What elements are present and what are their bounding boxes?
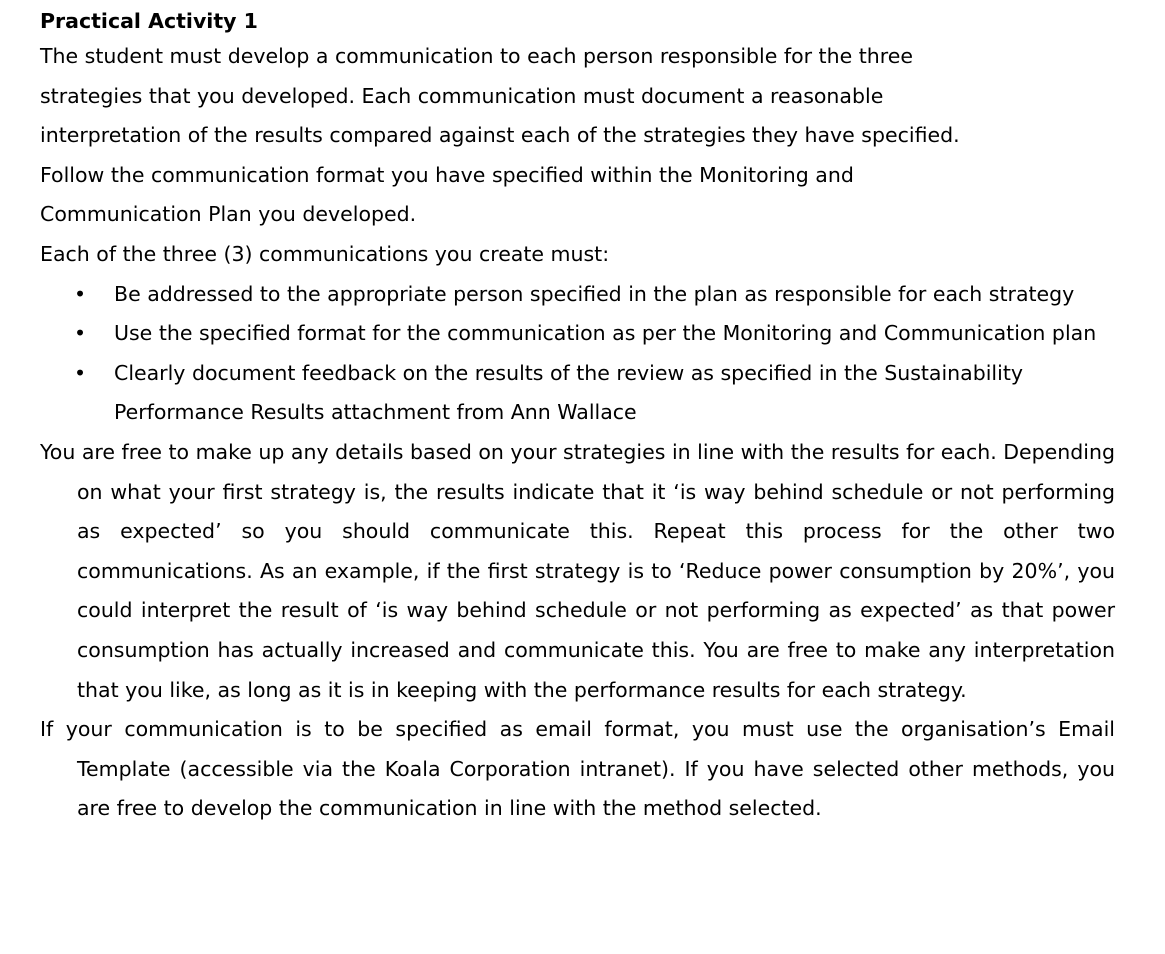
intro-line: strategies that you developed. Each communication must document a reasonable: [40, 83, 884, 108]
email-format-paragraph: If your communication is to be specified as email format, you must use the organisation’s Email Template (accessible via the Koala Corporation intranet). If you have selected other methods, you are free to develop the communication in line with the method selected.: [40, 717, 1115, 821]
list-item-text: Use the specified format for the communication as per the Monitoring and Communication plan: [114, 321, 1097, 346]
activity-title: Practical Activity 1: [40, 9, 258, 33]
list-intro: Each of the three (3) communications you create must:: [40, 241, 610, 266]
bullet-icon: •: [74, 281, 87, 306]
intro-line: The student must develop a communication to each person responsible for the three: [40, 44, 913, 68]
list-item: [40, 275, 1115, 315]
document-page: [40, 6, 1115, 829]
list-item-text: Be addressed to the appropriate person specified in the plan as responsible for each strategy: [114, 281, 1075, 306]
requirements-list: [40, 275, 1115, 433]
bullet-icon: •: [74, 360, 87, 385]
list-item-text: Clearly document feedback on the results of the review as specified in the Sustainability Performance Results attachment from Ann Wallace: [114, 360, 1023, 425]
intro-line: Communication Plan you developed.: [40, 202, 417, 227]
intro-line: interpretation of the results compared against each of the strategies they have specified.: [40, 123, 960, 148]
bullet-icon: •: [74, 321, 87, 346]
intro-line: Follow the communication format you have specified within the Monitoring and: [40, 162, 854, 187]
intro-paragraph: [40, 37, 1115, 235]
list-item: [40, 314, 1115, 354]
list-item: [40, 354, 1115, 433]
free-details-paragraph: You are free to make up any details based on your strategies in line with the results for each. Depending on what your first strategy is, the results indicate that it ‘is way behind schedule or not performing as expected’ so you should communicate this. Repeat this process for the other two communications. As an example, if the first strategy is to ‘Reduce power consumption by 20%’, you could interpret the result of ‘is way behind schedule or not performing as expected’ as that power consumption has actually increased and communicate this. You are free to make any interpretation that you like, as long as it is in keeping with the performance results for each strategy.: [40, 439, 1115, 702]
